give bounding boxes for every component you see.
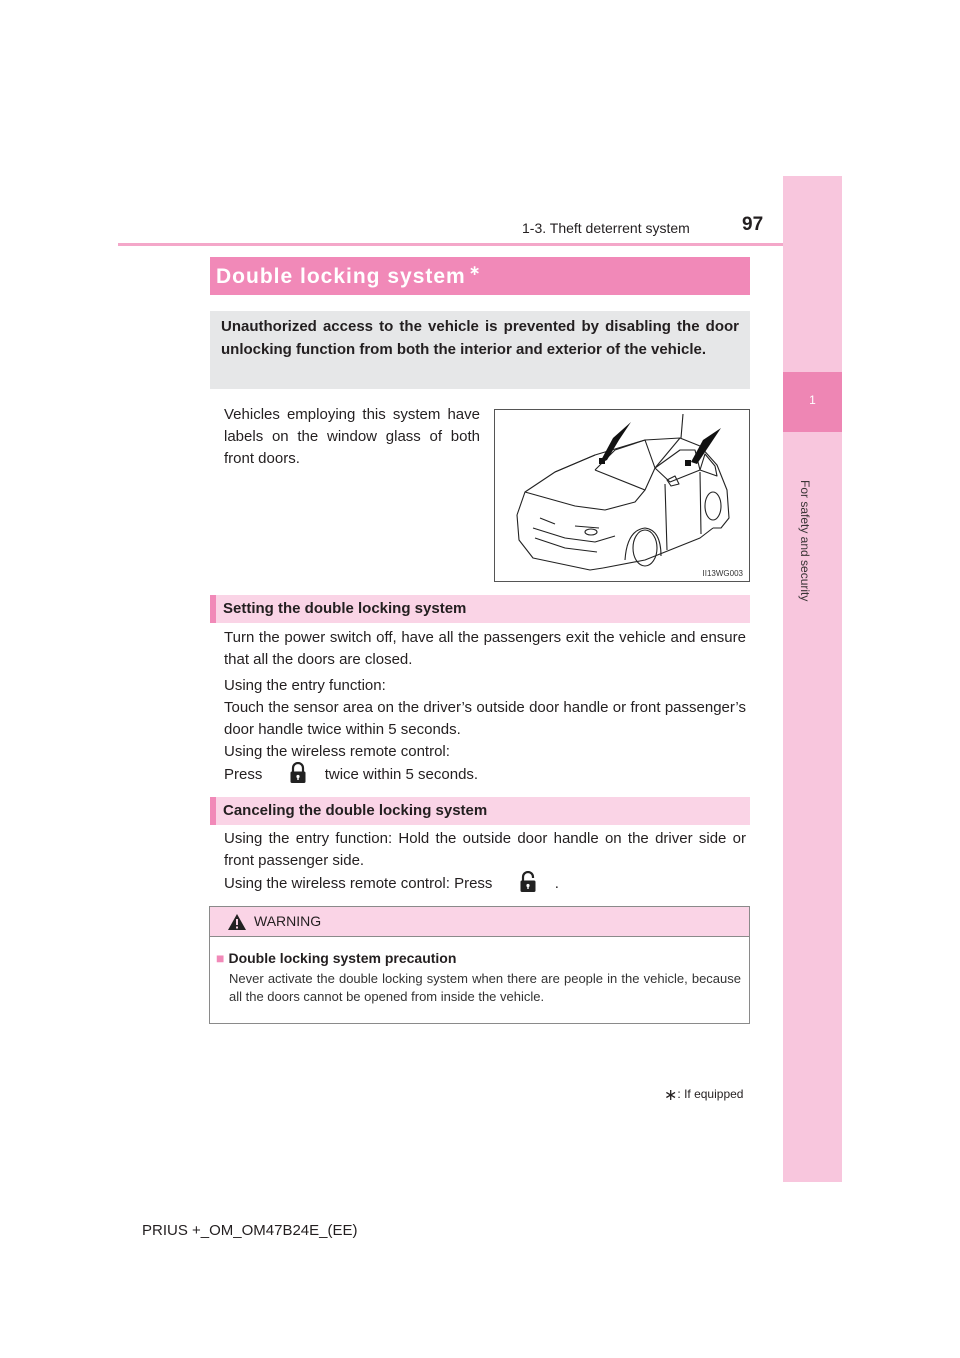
side-tab-chapter-title: For safety and security	[798, 480, 812, 602]
remote-control-label: Using the wireless remote control:	[224, 743, 450, 760]
intro-text: Unauthorized access to the vehicle is prevented by disabling the door unlocking function from both the interior and exterior of the vehicle.	[221, 318, 739, 358]
entry-function-text: Touch the sensor area on the driver’s outside door handle or front passenger’s door handle twice within 5 seconds.	[224, 699, 746, 738]
equipped-marker: ∗	[468, 262, 482, 278]
entry-function-label: Using the entry function:	[224, 677, 386, 694]
vehicle-illustration	[494, 409, 750, 582]
warning-title-line	[216, 950, 456, 966]
page-number: 97	[742, 214, 764, 235]
page-title-text: Double locking system	[216, 265, 466, 288]
header-rule	[118, 243, 841, 246]
lock-button-icon	[267, 763, 321, 783]
setting-paragraph: Turn the power switch off, have all the passengers exit the vehicle and ensure that all the doors are closed.	[224, 629, 746, 668]
warning-square-bullet: ■	[216, 950, 225, 966]
figure-code: II13WG003	[702, 569, 743, 578]
page-title	[216, 262, 481, 289]
warning-header	[210, 907, 749, 937]
footnote-text: : If equipped	[677, 1087, 744, 1101]
side-tab-chapter-number[interactable]: 1	[783, 372, 842, 432]
cancel-entry-text: Using the entry function: Hold the outside door handle on the driver side or front passenger side.	[224, 830, 746, 869]
press-line	[224, 763, 746, 786]
labels-paragraph: Vehicles employing this system have labels on the window glass of both front doors.	[224, 406, 480, 467]
warning-box	[209, 906, 750, 1024]
section-title: 1-3. Theft deterrent system	[522, 220, 690, 236]
warning-triangle-icon	[227, 913, 247, 931]
footnote	[664, 1085, 743, 1105]
warning-heading: WARNING	[254, 913, 322, 929]
canceling-heading: Canceling the double locking system	[223, 802, 488, 819]
cancel-remote-text: Using the wireless remote control: Press	[224, 875, 493, 892]
car-drawing-icon	[495, 410, 749, 581]
press-word: Press	[224, 766, 263, 783]
footer-model-code: PRIUS +_OM_OM47B24E_(EE)	[142, 1222, 358, 1239]
footnote-marker: ∗	[664, 1087, 678, 1104]
side-tab-band	[783, 176, 842, 1182]
warning-title: Double locking system precaution	[228, 950, 457, 966]
unlock-button-icon	[497, 872, 551, 892]
setting-heading: Setting the double locking system	[223, 600, 467, 617]
warning-body: Never activate the double locking system when there are people in the vehicle, because all the doors cannot be opened from inside the vehicle.	[229, 971, 741, 1004]
setting-steps	[224, 675, 746, 786]
cancel-remote-after: .	[554, 875, 559, 892]
press-after-text: twice within 5 seconds.	[324, 766, 479, 783]
cancel-remote-line	[224, 872, 746, 895]
canceling-steps	[224, 828, 746, 895]
